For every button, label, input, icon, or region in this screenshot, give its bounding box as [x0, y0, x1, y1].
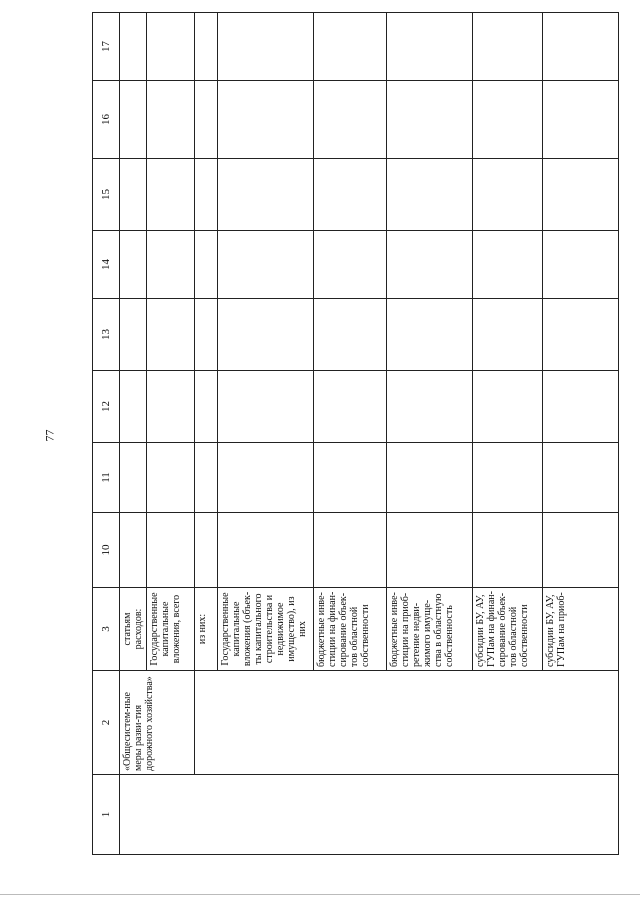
cell-row-label: статьям расходов:	[120, 588, 147, 671]
empty-cell	[314, 159, 387, 231]
empty-cell	[147, 231, 195, 299]
header-cell: 11	[93, 443, 120, 513]
empty-cell	[473, 159, 543, 231]
empty-cell	[195, 371, 218, 443]
empty-cell	[120, 231, 147, 299]
cell-row-label: из них:	[195, 588, 218, 671]
cell-row-label: субсидии БУ, АУ, ГУПам на финан-сирование объек-тов областной собственности	[473, 588, 543, 671]
empty-cell	[120, 81, 147, 159]
header-cell: 10	[93, 513, 120, 588]
empty-cell	[147, 159, 195, 231]
empty-cell	[314, 299, 387, 371]
empty-cell	[314, 13, 387, 81]
empty-cell	[195, 159, 218, 231]
empty-cell	[218, 13, 314, 81]
header-cell: 16	[93, 81, 120, 159]
empty-cell	[120, 159, 147, 231]
empty-cell	[218, 513, 314, 588]
cell-row-label: Государственные капитальные вложения, всего	[147, 588, 195, 671]
empty-cell	[218, 443, 314, 513]
table-header-row	[93, 13, 120, 855]
cell-program-name: «Общесистем-ные меры разви-тия дорожного хозяйства»	[120, 671, 195, 775]
empty-cell	[543, 231, 619, 299]
header-cell: 15	[93, 159, 120, 231]
empty-cell	[387, 513, 473, 588]
header-cell: 1	[93, 775, 120, 855]
empty-cell	[147, 13, 195, 81]
header-cell: 2	[93, 671, 120, 775]
cell-col1	[120, 775, 619, 855]
table-rotated-content	[92, 13, 619, 855]
empty-cell	[218, 159, 314, 231]
empty-cell	[314, 443, 387, 513]
empty-cell	[473, 513, 543, 588]
empty-cell	[473, 443, 543, 513]
empty-cell	[120, 299, 147, 371]
empty-cell	[387, 81, 473, 159]
table-row	[120, 13, 147, 855]
empty-cell	[218, 371, 314, 443]
empty-cell	[543, 13, 619, 81]
rotated-table-wrapper	[92, 13, 619, 855]
page-footer-divider	[0, 894, 640, 895]
empty-cell	[147, 443, 195, 513]
empty-cell	[218, 231, 314, 299]
cell-row-label: Государственные капитальные вложения (объек-ты капитального строительства и недвижимое имущество), из них	[218, 588, 314, 671]
empty-cell	[120, 443, 147, 513]
empty-cell	[218, 299, 314, 371]
empty-cell	[314, 231, 387, 299]
empty-cell	[218, 81, 314, 159]
empty-cell	[195, 13, 218, 81]
empty-cell	[195, 231, 218, 299]
empty-cell	[195, 513, 218, 588]
empty-cell	[195, 299, 218, 371]
empty-cell	[314, 371, 387, 443]
empty-cell	[387, 299, 473, 371]
cell-row-label: бюджетные инве-стиции на приоб-ретение недви-жимого имуще-ства в областную собственность	[387, 588, 473, 671]
header-cell: 14	[93, 231, 120, 299]
header-cell: 3	[93, 588, 120, 671]
cell-row-label: субсидии БУ, АУ, ГУПам на приоб-	[543, 588, 619, 671]
empty-cell	[387, 371, 473, 443]
empty-cell	[543, 159, 619, 231]
empty-cell	[543, 513, 619, 588]
page-number: 77	[42, 429, 57, 442]
empty-cell	[120, 371, 147, 443]
empty-cell	[473, 299, 543, 371]
empty-cell	[543, 371, 619, 443]
empty-cell	[473, 371, 543, 443]
empty-cell	[387, 159, 473, 231]
header-cell: 17	[93, 13, 120, 81]
empty-cell	[147, 371, 195, 443]
empty-cell	[473, 81, 543, 159]
budget-table	[92, 12, 619, 855]
header-cell: 12	[93, 371, 120, 443]
empty-cell	[147, 81, 195, 159]
header-cell: 13	[93, 299, 120, 371]
empty-cell	[543, 443, 619, 513]
empty-cell	[387, 13, 473, 81]
table-row	[195, 13, 218, 855]
empty-cell	[387, 443, 473, 513]
empty-cell	[473, 231, 543, 299]
cell-col2-empty	[195, 671, 619, 775]
empty-cell	[195, 81, 218, 159]
cell-row-label: бюджетные инве-стиции на финан-сирование объек-тов областной собственности	[314, 588, 387, 671]
empty-cell	[543, 81, 619, 159]
empty-cell	[314, 81, 387, 159]
empty-cell	[147, 513, 195, 588]
empty-cell	[314, 513, 387, 588]
empty-cell	[120, 13, 147, 81]
empty-cell	[120, 513, 147, 588]
empty-cell	[195, 443, 218, 513]
empty-cell	[473, 13, 543, 81]
empty-cell	[387, 231, 473, 299]
empty-cell	[543, 299, 619, 371]
empty-cell	[147, 299, 195, 371]
